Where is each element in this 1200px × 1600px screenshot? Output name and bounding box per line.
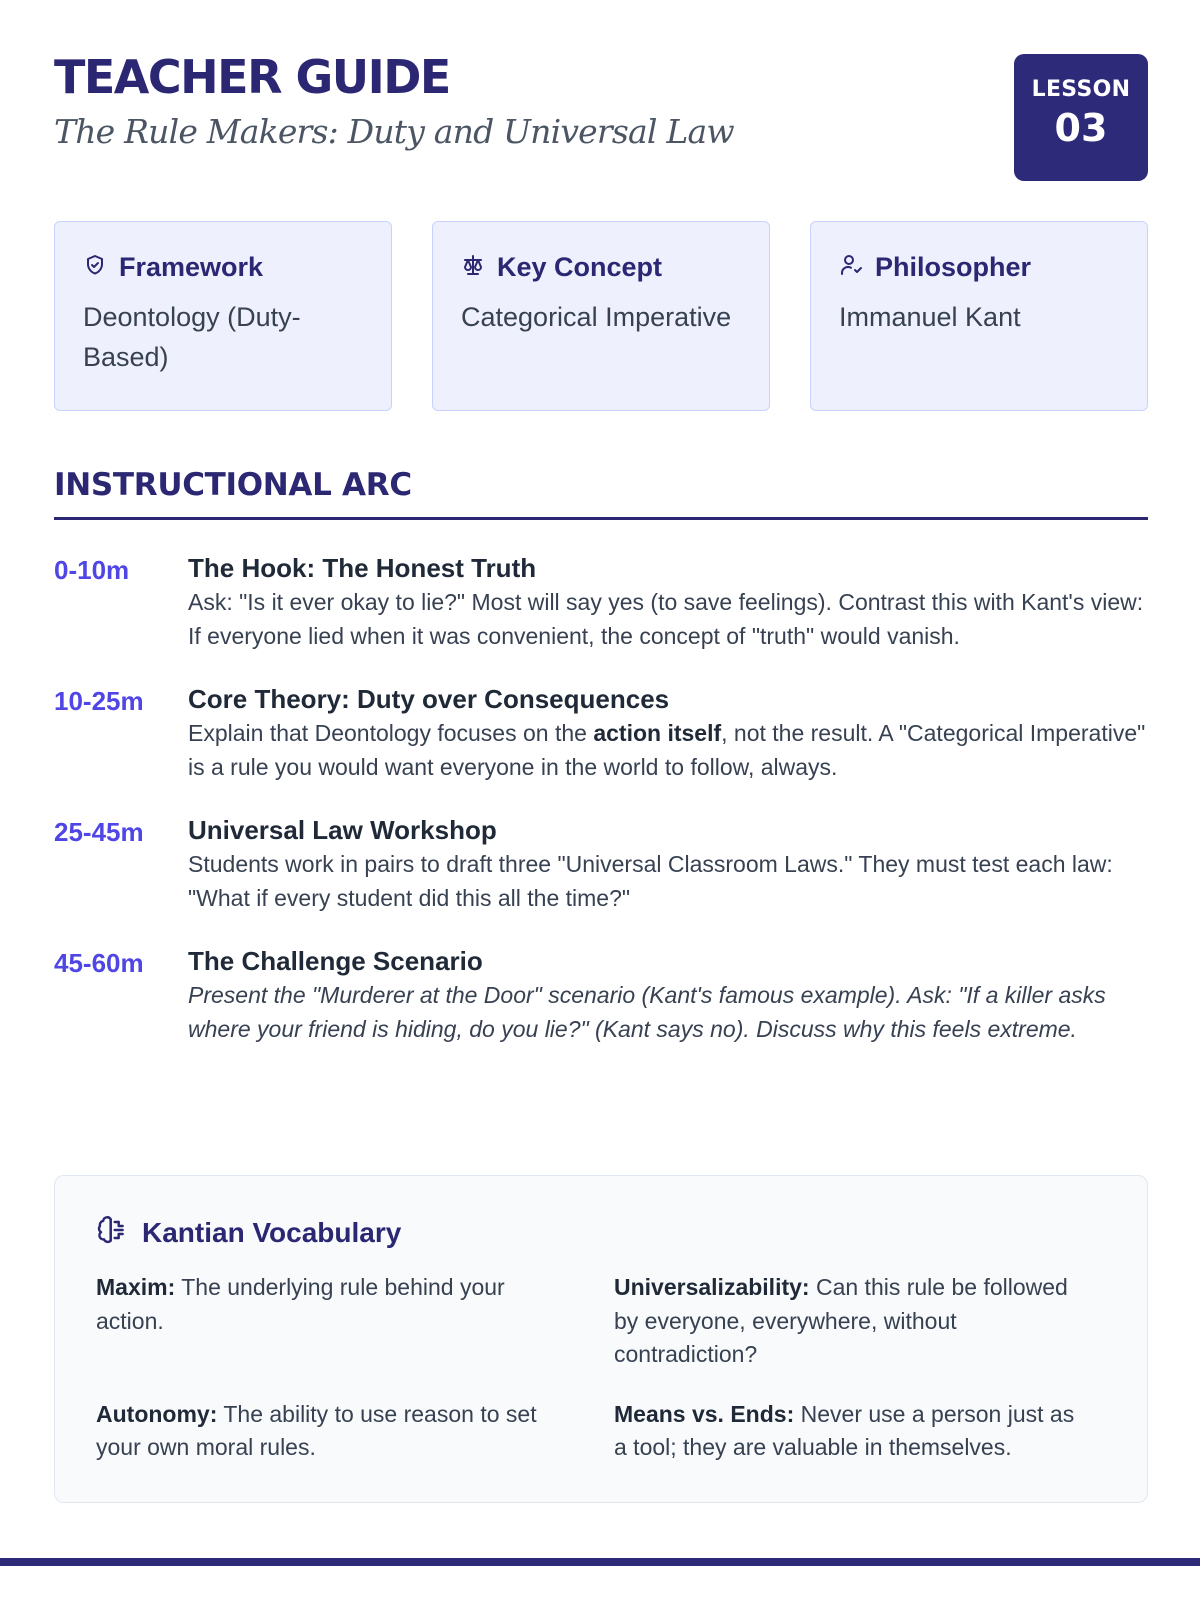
shield-check-icon — [83, 253, 107, 282]
arc-time: 10-25m — [54, 686, 144, 716]
vocab-definition: The ability to use reason to set your own moral rules. — [96, 1400, 537, 1460]
arc-item-workshop — [54, 812, 1148, 915]
lesson-subtitle: The Rule Makers: Duty and Universal Law — [54, 112, 734, 151]
lesson-number: 03 — [1054, 106, 1108, 150]
key-concept-card — [432, 221, 770, 411]
instructional-arc — [54, 550, 1148, 1074]
arc-description — [188, 717, 1148, 784]
arc-time: 0-10m — [54, 555, 130, 585]
key-concept-card-value: Categorical Imperative — [461, 302, 732, 332]
arc-time: 45-60m — [54, 948, 144, 978]
arc-title: Universal Law Workshop — [188, 815, 497, 845]
vocab-item-maxim — [96, 1271, 574, 1372]
philosopher-card — [810, 221, 1148, 411]
vocabulary-grid — [96, 1271, 1107, 1465]
arc-time: 25-45m — [54, 817, 144, 847]
arc-title: The Challenge Scenario — [188, 946, 483, 976]
vocab-definition: Never use a person just as a tool; they are valuable in themselves. — [614, 1400, 1075, 1460]
arc-item-challenge — [54, 943, 1148, 1046]
scale-icon — [461, 253, 485, 282]
philosopher-card-title: Philosopher — [875, 252, 1032, 282]
vocab-term: Means vs. Ends: — [614, 1400, 795, 1427]
arc-item-hook — [54, 550, 1148, 653]
brain-icon — [96, 1214, 128, 1251]
framework-card-value: Deontology (Duty-Based) — [83, 302, 301, 372]
vocabulary-box — [54, 1175, 1148, 1503]
arc-description-text: , not the result. A "Categorical Imperative" is a rule you would want everyone in the world to follow, always. — [188, 720, 1146, 780]
vocab-item-means-vs-ends — [614, 1398, 1092, 1465]
framework-card-title: Framework — [119, 252, 264, 282]
info-cards — [54, 221, 1148, 411]
vocab-term: Universalizability: — [614, 1274, 810, 1300]
arc-description: Ask: "Is it ever okay to lie?" Most will say yes (to save feelings). Contrast this with Kant's view: If everyone lied when it was convenient, the concept of "truth" would vanish. — [188, 589, 1144, 649]
arc-description: Present the "Murderer at the Door" scenario (Kant's famous example). Ask: "If a killer asks where your friend is hiding, do you lie?" (Kant says no). Discuss why this feels extreme. — [188, 982, 1106, 1042]
arc-description-text: Explain that Deontology focuses on the — [188, 720, 594, 746]
key-concept-card-title: Key Concept — [497, 252, 663, 282]
section-divider — [54, 517, 1148, 520]
user-check-icon — [839, 253, 863, 282]
footer-bar — [0, 1558, 1200, 1566]
lesson-label: LESSON — [1031, 77, 1131, 102]
lesson-badge — [1014, 54, 1148, 181]
arc-title: The Hook: The Honest Truth — [188, 553, 537, 583]
instructional-arc-heading: INSTRUCTIONAL ARC — [54, 467, 412, 503]
arc-item-core-theory — [54, 681, 1148, 784]
arc-description-emphasis: action itself — [593, 720, 722, 746]
framework-card — [54, 221, 392, 411]
vocab-term: Maxim: — [96, 1274, 176, 1300]
page-title: TEACHER GUIDE — [54, 50, 450, 104]
vocab-item-autonomy — [96, 1398, 574, 1465]
vocab-item-universalizability — [614, 1271, 1092, 1372]
vocab-definition: Can this rule be followed by everyone, everywhere, without contradiction? — [614, 1274, 1068, 1367]
header — [54, 50, 1148, 184]
vocab-definition: The underlying rule behind your action. — [96, 1274, 505, 1334]
vocab-term: Autonomy: — [96, 1400, 218, 1427]
philosopher-card-value: Immanuel Kant — [839, 302, 1021, 332]
arc-description: Students work in pairs to draft three "Universal Classroom Laws." They must test each law: "What if every student did this all the time?" — [188, 851, 1113, 911]
arc-title: Core Theory: Duty over Consequences — [188, 684, 670, 714]
vocabulary-title: Kantian Vocabulary — [142, 1216, 402, 1248]
